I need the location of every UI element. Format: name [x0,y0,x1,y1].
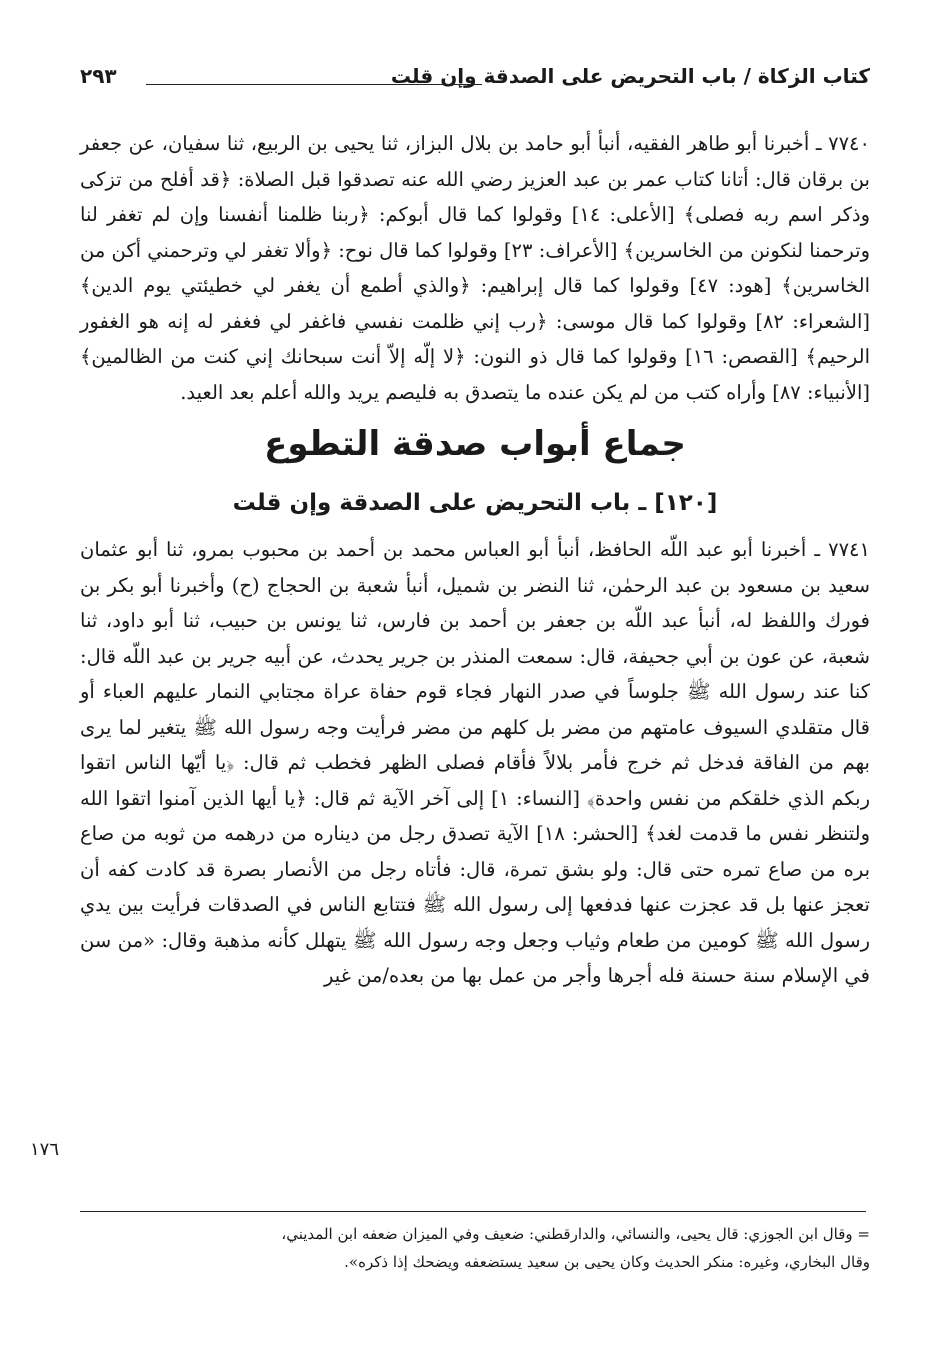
hadith-7741: ٧٧٤١ ـ أخبرنا أبو عبد اللّه الحافظ، أنبأ أبو العباس محمد بن أحمد بن محبوب بمرو، ثنا أبو عثمان سعيد بن مسعود بن عبد الرحمٰن، ثنا النضر بن شميل، أنبأ شعبة بن الحجاج (ح) وأخبرنا أبو بكر بن فورك واللفظ له، أنبأ عبد اللّه بن جعفر بن أحمد بن فارس، ثنا يونس بن حبيب، ثنا أبو داود، ثنا شعبة، عن عون بن أبي جحيفة، قال: سمعت المنذر بن جرير يحدث، عن أبيه جرير بن عبد اللّه قال: كنا عند رسول الله ﷺ جلوساً في صدر النهار فجاء قوم حفاة عراة مجتابي النمار عليهم العباء أو قال متقلدي السيوف عامتهم من مضر بل كلهم من مضر فرأيت وجه رسول الله ﷺ يتغير لما يرى بهم من الفاقة فدخل ثم خرج فأمر بلالاً فأقام فصلى الظهر فخطب ثم قال: ﴿يا أيّها الناس اتقوا ربكم الذي خلقكم من نفس واحدة﴾ [النساء: ١] إلى آخر الآية ثم قال: ﴿يا أيها الذين آمنوا اتقوا الله ولتنظر نفس ما قدمت لغد﴾ [الحشر: ١٨] الآية تصدق رجل من ديناره من درهمه من ثوبه من صاع بره من صاع تمره حتى قال: ولو بشق تمرة، قال: فأتاه رجل من الأنصار بصرة قد كادت كفه أن تعجز عنها بل قد عجزت عنها فدفعها إلى رسول الله ﷺ فتتابع الناس في الصدقات فرأيت بين يدي رسول الله ﷺ كومين من طعام وثياب وجعل وجه رسول الله ﷺ يتهلل كأنه مذهبة وقال: «من سن في الإسلام سنة حسنة فله أجرها وأجر من عمل بها من بعده/من غير [80,538,871,987]
page-number: ٢٩٣ [80,64,117,88]
hadith-7740: ٧٧٤٠ ـ أخبرنا أبو طاهر الفقيه، أنبأ أبو حامد بن بلال البزاز، ثنا يحيى بن الربيع، ثنا سفيان، عن جعفر بن برقان قال: أتانا كتاب عمر بن عبد العزيز رضي الله عنه تصدقوا قبل الصلاة: ﴿قد أفلح من تزكى وذكر اسم ربه فصلى﴾ [الأعلى: ١٤] وقولوا كما قال أبوكم: ﴿ربنا ظلمنا أنفسنا وإن لم تغفر لنا وترحمنا لنكونن من الخاسرين﴾ [الأعراف: ٢٣] وقولوا كما قال نوح: ﴿وألا تغفر لي وترحمني أكن من الخاسرين﴾ [هود: ٤٧] وقولوا كما قال إبراهيم: ﴿والذي أطمع أن يغفر لي خطيئتي يوم الدين﴾ [الشعراء: ٨٢] وقولوا كما قال موسى: ﴿رب إني ظلمت نفسي فاغفر لي فغفر له إنه هو الغفور الرحيم﴾ [القصص: ١٦] وقولوا كما قال ذو النون: ﴿لا إلّه إلاّ أنت سبحانك إني كنت من الظالمين﴾ [الأنبياء: ٨٧] وأراه كتب من لم يكن عنده ما يتصدق به فليصم يريد والله أعلم بعد العيد. [80,132,870,404]
section-title: [١٢٠] ـ باب التحريض على الصدقة وإن قلت [232,490,718,516]
chapter-title: جماع أبواب صدقة التطوع [264,424,686,464]
header-rule [146,84,482,85]
footnote-line-2: وقال البخاري، وغيره: منكر الحديث وكان يحيى بن سعيد يستضعفه ويضحك إذا ذكره». [344,1253,870,1271]
footnote-line-1: = وقال ابن الجوزي: قال يحيى، والنسائي، والدارقطني: ضعيف وفي الميزان ضعفه ابن المديني، [281,1225,870,1243]
page-body [80,58,870,994]
running-header [80,58,870,92]
footnote-separator [80,1211,866,1212]
margin-volume-number: ١٧٦ [30,1139,60,1160]
footnote [80,1220,870,1276]
header-title: كتاب الزكاة / باب التحريض على الصدقة وإن قلت [390,64,870,88]
